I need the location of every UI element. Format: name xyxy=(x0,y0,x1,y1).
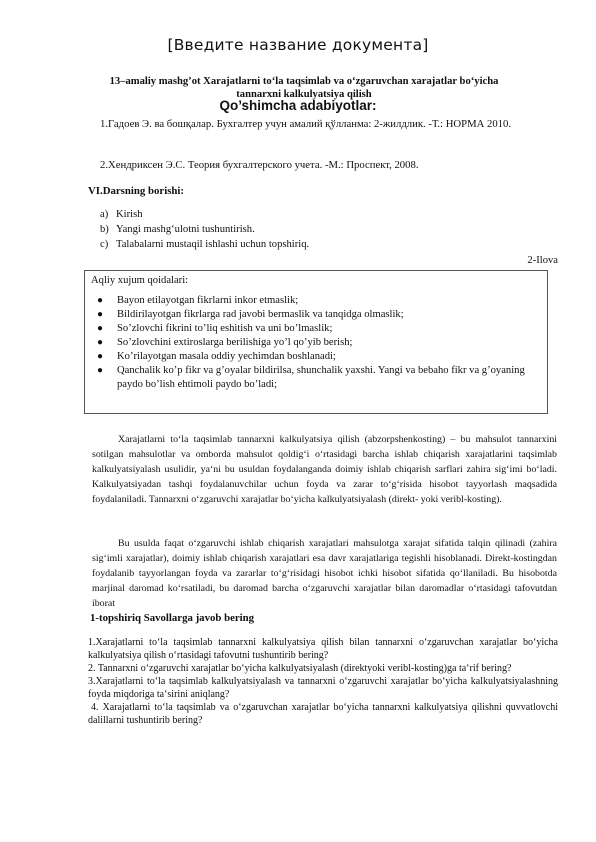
list-item xyxy=(91,336,541,350)
rule-text: So’zlovchi fikrini to’liq eshitish va uni bo’lmaslik; xyxy=(117,323,333,334)
lesson-steps-list xyxy=(100,207,309,252)
question-item: 4. Xarajatlarni to‘la taqsimlab va o‘zgaruvchan xarajatlar bo‘yicha tannarxni kalkulyatsiya qilishni quvvatlovchi dalillarni tushuntirib bering? xyxy=(88,702,558,726)
step-text: Kirish xyxy=(116,209,143,220)
document-header: [Введите название документа] xyxy=(167,36,429,54)
bullet-icon: ● xyxy=(97,295,104,306)
section-heading: VI.Darsning borishi: xyxy=(88,185,184,197)
reference-2: 2.Хендриксен Э.С. Теория бухгалтерского учета. -М.: Проспект, 2008. xyxy=(100,159,419,171)
additional-literature-heading: Qo’shimcha adabiyotlar: xyxy=(219,98,377,113)
list-item xyxy=(91,350,541,364)
rules-list xyxy=(91,294,541,391)
list-item xyxy=(91,294,541,308)
bullet-icon: ● xyxy=(97,365,104,376)
step-letter: c) xyxy=(100,239,109,250)
list-item xyxy=(100,207,309,222)
bullet-icon: ● xyxy=(97,351,104,362)
brainstorm-rules-box xyxy=(84,270,548,414)
appendix-label: 2-Ilova xyxy=(527,255,558,266)
question-item: 2. Tannarxni o‘zgaruvchi xarajatlar bo‘yicha kalkulyatsiyalash (direktyoki veribl-kosting)ga ta‘rif bering? xyxy=(88,663,512,674)
step-letter: a) xyxy=(100,209,109,220)
lesson-title: 13–amaliy mashg’ot Xarajatlarni to‘la taqsimlab va o‘zgaruvchan xarajatlar bo‘yicha tannarxni kalkulyatsiya qilish xyxy=(109,76,499,100)
body-paragraph-2: Bu usulda faqat o‘zgaruvchi ishlab chiqarish xarajatlari mahsulotga xarajat sifatida talqin qilinadi (zahira sig‘imli xarajatlar), doimiy ishlab chiqarish xarajatlari esa davr xarajatlariga tegishli hisoblanadi. Direkt-kostingdan foydalanib tayyorlangan foyda va zararlar to‘g‘risidagi hisobot ichki hisobot sifatida qo‘llaniladi. Bu hisobotda marjinal daromad ko‘rsatiladi, bu daromad barcha o‘zgaruvchi xarajatlar bilan daromadlar o‘rtasidagi tafovutdan iborat xyxy=(92,538,557,609)
rule-text: Bayon etilayotgan fikrlarni inkor etmaslik; xyxy=(117,295,299,306)
question-item: 3.Xarajatlarni to‘la taqsimlab kalkulyatsiyalash va tannarxni o‘zgaruvchi xarajatlar bo‘yicha kalkulyatsiyalashning foyda miqdoriga ta‘sirini aniqlang? xyxy=(88,676,558,700)
question-item: 1.Xarajatlarni to‘la taqsimlab tannarxni kalkulyatsiya qilish bilan tannarxni o‘zgaruvchan xarajatlar bo‘yicha kalkulyatsiya qilish o‘rtasidagi tafovutni tushuntirib bering? xyxy=(88,637,558,661)
bullet-icon: ● xyxy=(97,323,104,334)
list-item xyxy=(91,322,541,336)
reference-1: 1.Гадоев Э. ва бошқалар. Бухгалтер учун амалий қўлланма: 2-жилдлик. -Т.: НОРМА 2010. xyxy=(100,118,512,130)
step-text: Talabalarni mustaqil ishlashi uchun topshiriq. xyxy=(116,239,310,250)
bullet-icon: ● xyxy=(97,309,104,320)
rule-text: Bildirilayotgan fikrlarga rad javobi bermaslik va tanqidga olmaslik; xyxy=(117,309,404,320)
rule-text: Ko’rilayotgan masala oddiy yechimdan boshlanadi; xyxy=(117,351,336,362)
questions-list xyxy=(88,636,558,727)
rule-text: So’zlovchini extiroslarga berilishiga yo’l qo’yib berish; xyxy=(117,337,353,348)
list-item xyxy=(100,222,309,237)
step-text: Yangi mashg‘ulotni tushuntirish. xyxy=(116,224,255,235)
step-letter: b) xyxy=(100,224,109,235)
bullet-icon: ● xyxy=(97,337,104,348)
list-item xyxy=(100,237,309,252)
list-item xyxy=(91,364,541,391)
list-item xyxy=(91,308,541,322)
rules-box-title: Aqliy xujum qoidalari: xyxy=(91,275,189,286)
body-paragraph-1: Xarajatlarni to‘la taqsimlab tannarxni kalkulyatsiya qilish (abzorpshenkosting) – bu mahsulot tannarxini sotilgan mahsulotlar va omborda mahsulot qoldig‘i o‘rtasidagi barcha ishlab chiqarish xarajatlarini taqsimlab kalkulyatsiyalash usulidir, ya‘ni bu usuldan foydalanganda doimiy ishlab chiqarish sarflari zahira sig‘imi bo‘ladi. Kalkulyatsiyadan tashqi foydalanuvchilar uchun foyda va zarar to‘g‘risida hisobot tayyorlash maqsadida foydalaniladi. Tannarxni o‘zgaruvchi xarajatlar bo‘yicha kalkulyatsiyalash (direkt- yoki veribl-kosting). xyxy=(92,434,557,505)
rule-text: Qanchalik ko’p fikr va g’oyalar bildirilsa, shunchalik yaxshi. Yangi va bebaho fikr va g’oyaning paydo bo’lish ehtimoli paydo bo’ladi; xyxy=(117,365,525,390)
task-heading: 1-topshiriq Savollarga javob bering xyxy=(90,612,255,624)
